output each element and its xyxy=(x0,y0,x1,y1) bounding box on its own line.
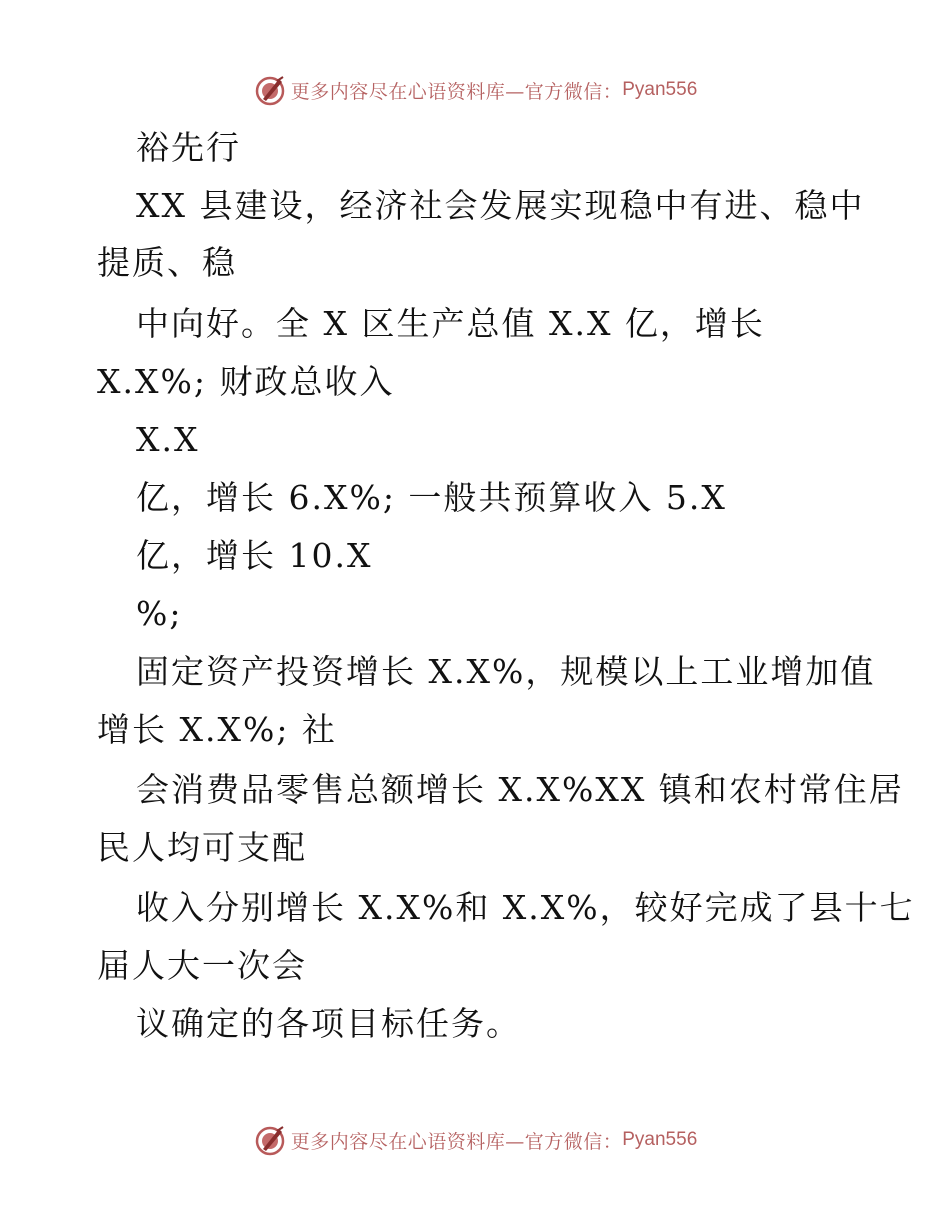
footer-banner xyxy=(0,1120,950,1160)
text-line: 提质、稳 xyxy=(97,243,237,282)
header-banner-handle: Pyan556 xyxy=(622,79,698,100)
text-line: 届人大一次会 xyxy=(97,946,307,985)
header-banner xyxy=(0,70,950,110)
quill-pen-logo-icon xyxy=(253,73,287,107)
text-line: 民人均可支配 xyxy=(97,828,307,867)
text-line: 固定资产投资增长 X.X%，规模以上工业增加值 xyxy=(136,652,876,691)
text-line: 中向好。全 X 区生产总值 X.X 亿，增长 xyxy=(136,304,765,343)
text-line: X.X%; 财政总收入 xyxy=(97,362,395,401)
footer-banner-handle: Pyan556 xyxy=(622,1129,698,1150)
text-line: 议确定的各项目标任务。 xyxy=(136,1004,521,1043)
text-line: 收入分别增长 X.X%和 X.X%，较好完成了县十七 xyxy=(136,888,915,927)
text-line: X.X xyxy=(136,420,200,459)
text-line: 裕先行 xyxy=(136,128,241,167)
footer-banner-text: 更多内容尽在心语资料库—官方微信： xyxy=(290,1130,623,1153)
text-line: 会消费品零售总额增长 X.X%XX 镇和农村常住居 xyxy=(136,770,904,809)
text-line: XX 县建设，经济社会发展实现稳中有进、稳中 xyxy=(136,186,865,225)
text-line: 亿，增长 6.X%; 一般共预算收入 5.X xyxy=(136,478,727,517)
header-banner-text: 更多内容尽在心语资料库—官方微信： xyxy=(290,80,623,103)
quill-pen-logo-icon xyxy=(253,1123,287,1157)
text-line: 增长 X.X%; 社 xyxy=(97,710,337,749)
text-line: 亿，增长 10.X xyxy=(136,536,373,575)
text-line: %; xyxy=(136,594,183,633)
